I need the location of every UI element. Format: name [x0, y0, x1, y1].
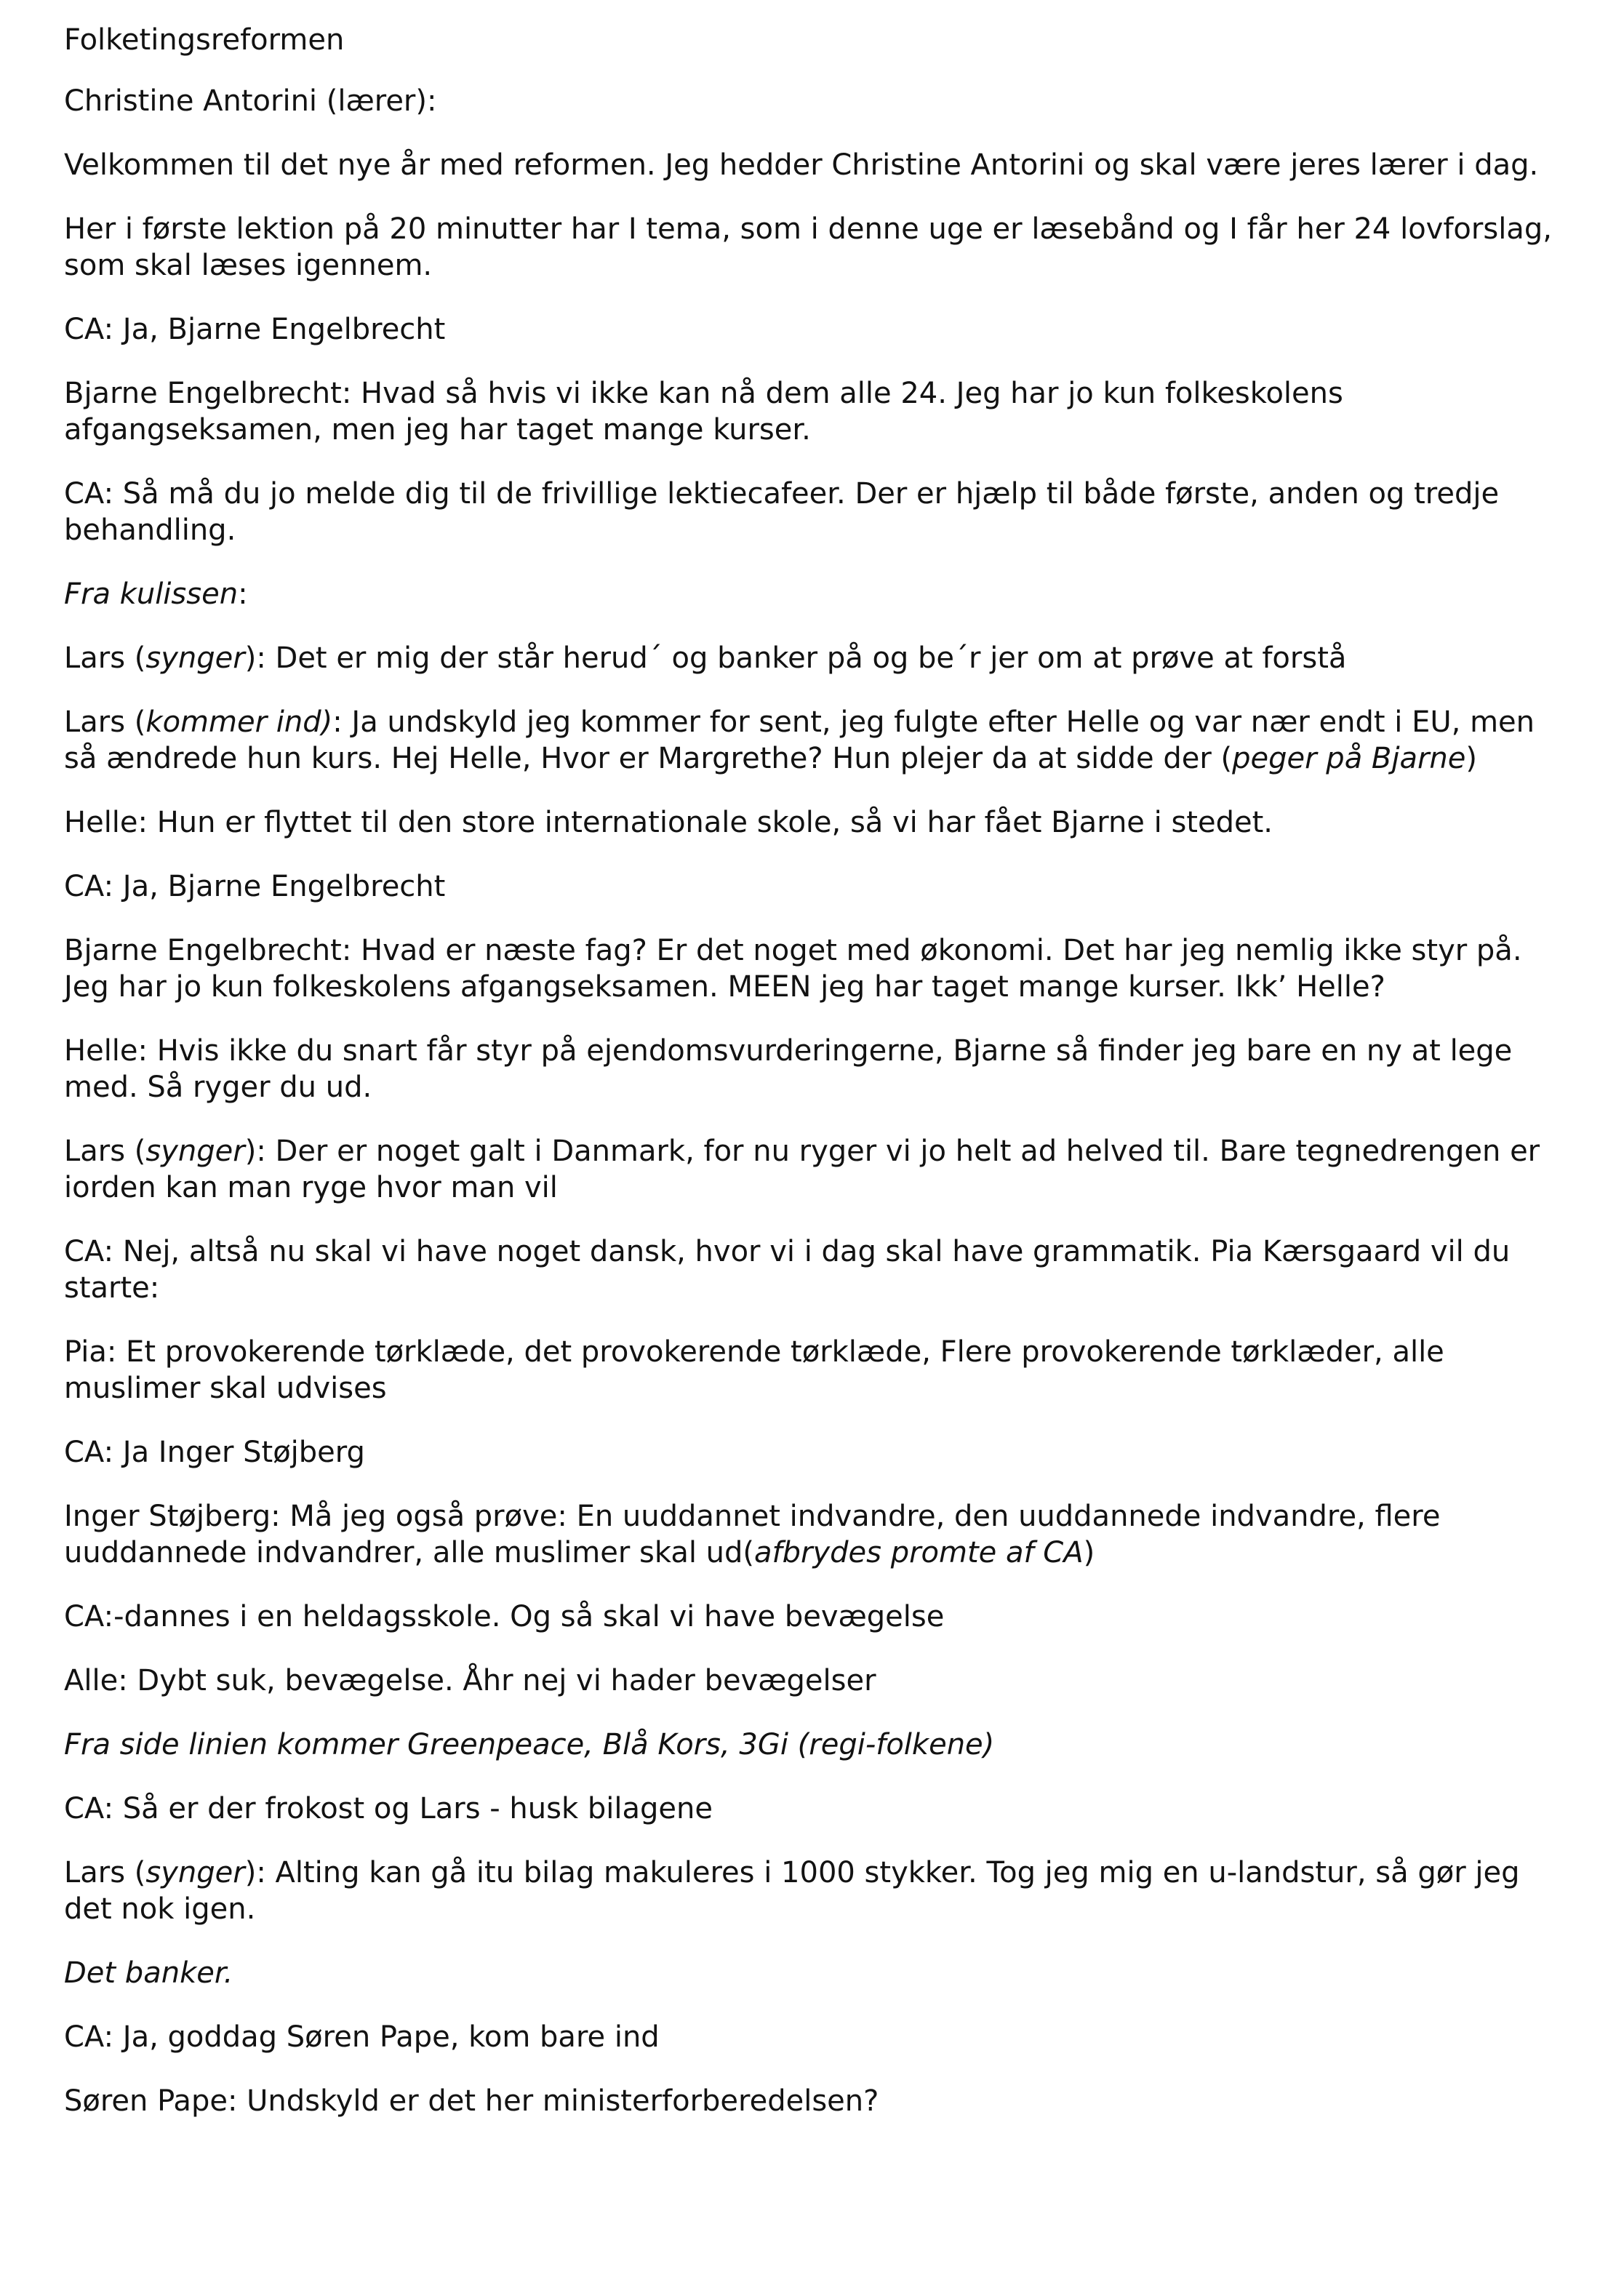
paragraph: Lars (synger): Der er noget galt i Danmark, for nu ryger vi jo helt ad helved til. Bare tegnedrengen er iorden kan man ryge hvor man vil [64, 1135, 1540, 1204]
paragraph: CA: Ja, Bjarne Engelbrecht [64, 870, 446, 903]
paragraph: Her i første lektion på 20 minutter har I tema, som i denne uge er læsebånd og I får her 24 lovforslag, som skal læses igennem. [64, 212, 1552, 282]
paragraph: Helle: Hun er flyttet til den store internationale skole, så vi har fået Bjarne i stedet. [64, 806, 1273, 839]
stage-direction: Fra kulissen: [64, 577, 248, 611]
paragraph: Christine Antorini (lærer): [64, 84, 437, 118]
paragraph: Helle: Hvis ikke du snart får styr på ejendomsvurderingerne, Bjarne så finder jeg bare en ny at lege med. Så ryger du ud. [64, 1034, 1513, 1104]
paragraph: CA: Ja Inger Støjberg [64, 1436, 365, 1469]
paragraph: Velkommen til det nye år med reformen. Jeg hedder Christine Antorini og skal være jeres lærer i dag. [64, 148, 1539, 182]
paragraph: CA: Så er der frokost og Lars - husk bilagene [64, 1792, 713, 1825]
paragraph: Bjarne Engelbrecht: Hvad så hvis vi ikke kan nå dem alle 24. Jeg har jo kun folkeskolens afgangseksamen, men jeg har taget mange kurser. [64, 377, 1343, 447]
paragraph: Pia: Et provokerende tørklæde, det provokerende tørklæde, Flere provokerende tørklæder, alle muslimer skal udvises [64, 1335, 1444, 1405]
paragraph: CA: Nej, altså nu skal vi have noget dansk, hvor vi i dag skal have grammatik. Pia Kærsgaard vil du starte: [64, 1235, 1511, 1305]
paragraph: Bjarne Engelbrecht: Hvad er næste fag? Er det noget med økonomi. Det har jeg nemlig ikke styr på. Jeg har jo kun folkeskolens afgangseksamen. MEEN jeg har taget mange kurser. Ikk’ Helle? [64, 934, 1522, 1004]
paragraph: Søren Pape: Undskyld er det her ministerforberedelsen? [64, 2084, 879, 2118]
paragraph: CA: Så må du jo melde dig til de frivillige lektiecafeer. Der er hjælp til både første, anden og tredje behandling. [64, 477, 1500, 547]
paragraph: Inger Støjberg: Må jeg også prøve: En uuddannet indvandre, den uuddannede indvandre, flere uuddannede indvandrer, alle muslimer skal ud(afbrydes promte af CA) [64, 1500, 1441, 1569]
paragraph: CA: Ja, Bjarne Engelbrecht [64, 313, 446, 346]
paragraph: Lars (synger): Det er mig der står herud´ og banker på og be´r jer om at prøve at forstå [64, 641, 1347, 675]
paragraph: Alle: Dybt suk, bevægelse. Åhr nej vi hader bevægelser [64, 1664, 876, 1697]
document-page [64, 22, 1562, 2147]
stage-direction: Fra side linien kommer Greenpeace, Blå Kors, 3Gi (regi-folkene) [64, 1728, 995, 1761]
paragraph: CA:-dannes i en heldagsskole. Og så skal vi have bevægelse [64, 1600, 945, 1633]
document-title: Folketingsreformen [64, 23, 345, 57]
paragraph: Lars (synger): Alting kan gå itu bilag makuleres i 1000 stykker. Tog jeg mig en u-landstur, så gør jeg det nok igen. [64, 1856, 1520, 1926]
paragraph: CA: Ja, goddag Søren Pape, kom bare ind [64, 2020, 660, 2054]
paragraph: Lars (kommer ind): Ja undskyld jeg kommer for sent, jeg fulgte efter Helle og var nær endt i EU, men så ændrede hun kurs. Hej Helle, Hvor er Margrethe? Hun plejer da at sidde der (peger på Bjarne) [64, 705, 1535, 775]
stage-direction: Det banker. [64, 1956, 233, 1990]
